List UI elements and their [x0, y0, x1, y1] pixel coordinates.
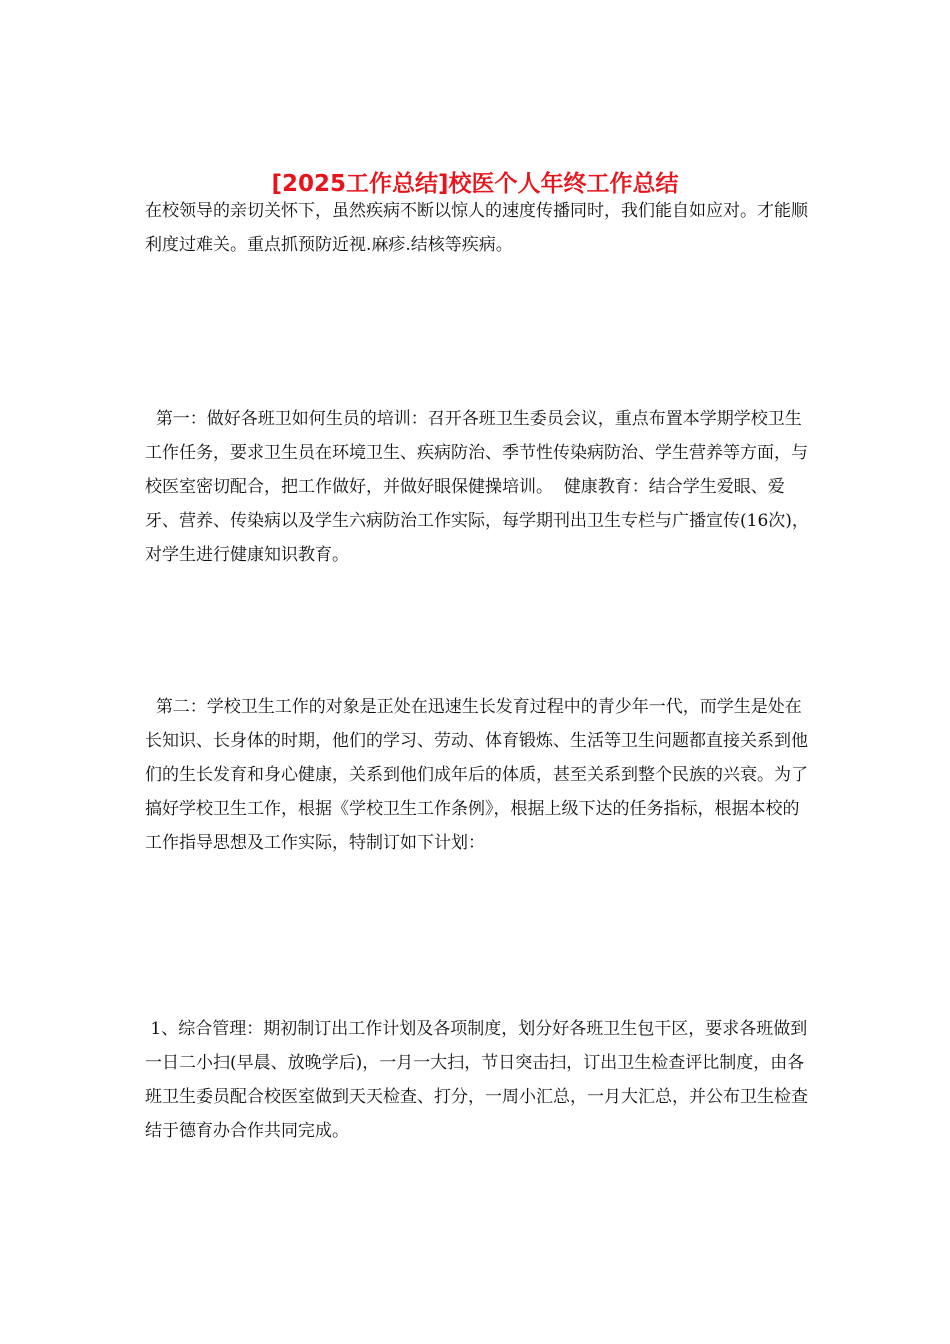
paragraph-comprehensive-management: 1、综合管理：期初制订出工作计划及各项制度，划分好各班卫生包干区，要求各班做到一日二小扫(早晨、放晚学后)，一月一大扫，节日突击扫，订出卫生检查评比制度，由各班卫生委员配合校医室做到天天检查、打分，一周小汇总，一月大汇总，并公布卫生检查结于德育办合作共同完成。 [145, 1019, 808, 1141]
intro-paragraph: 在校领导的亲切关怀下，虽然疾病不断以惊人的速度传播同时，我们能自如应对。才能顺利度过难关。重点抓预防近视.麻疹.结核等疾病。 [145, 201, 808, 255]
paragraph-first: 第一：做好各班卫如何生员的培训：召开各班卫生委员会议，重点布置本学期学校卫生工作任务，要求卫生员在环境卫生、疾病防治、季节性传染病防治、学生营养等方面，与校医室密切配合，把工作做好，并做好眼保健操培训。 健康教育：结合学生爱眼、爱牙、营养、传染病以及学生六病防治工作实际，每学期刊出卫生专栏与广播宣传(16次)，对学生进行健康知识教育。 [145, 409, 809, 565]
document-title: [2025工作总结]校医个人年终工作总结 [271, 171, 679, 198]
paragraph-second: 第二：学校卫生工作的对象是正处在迅速生长发育过程中的青少年一代，而学生是处在长知识、长身体的时期，他们的学习、劳动、体育锻炼、生活等卫生问题都直接关系到他们的生长发育和身心健康，关系到他们成年后的体质，甚至关系到整个民族的兴衰。为了搞好学校卫生工作，根据《学校卫生工作条例》，根据上级下达的任务指标，根据本校的工作指导思想及工作实际，特制订如下计划： [145, 697, 808, 853]
